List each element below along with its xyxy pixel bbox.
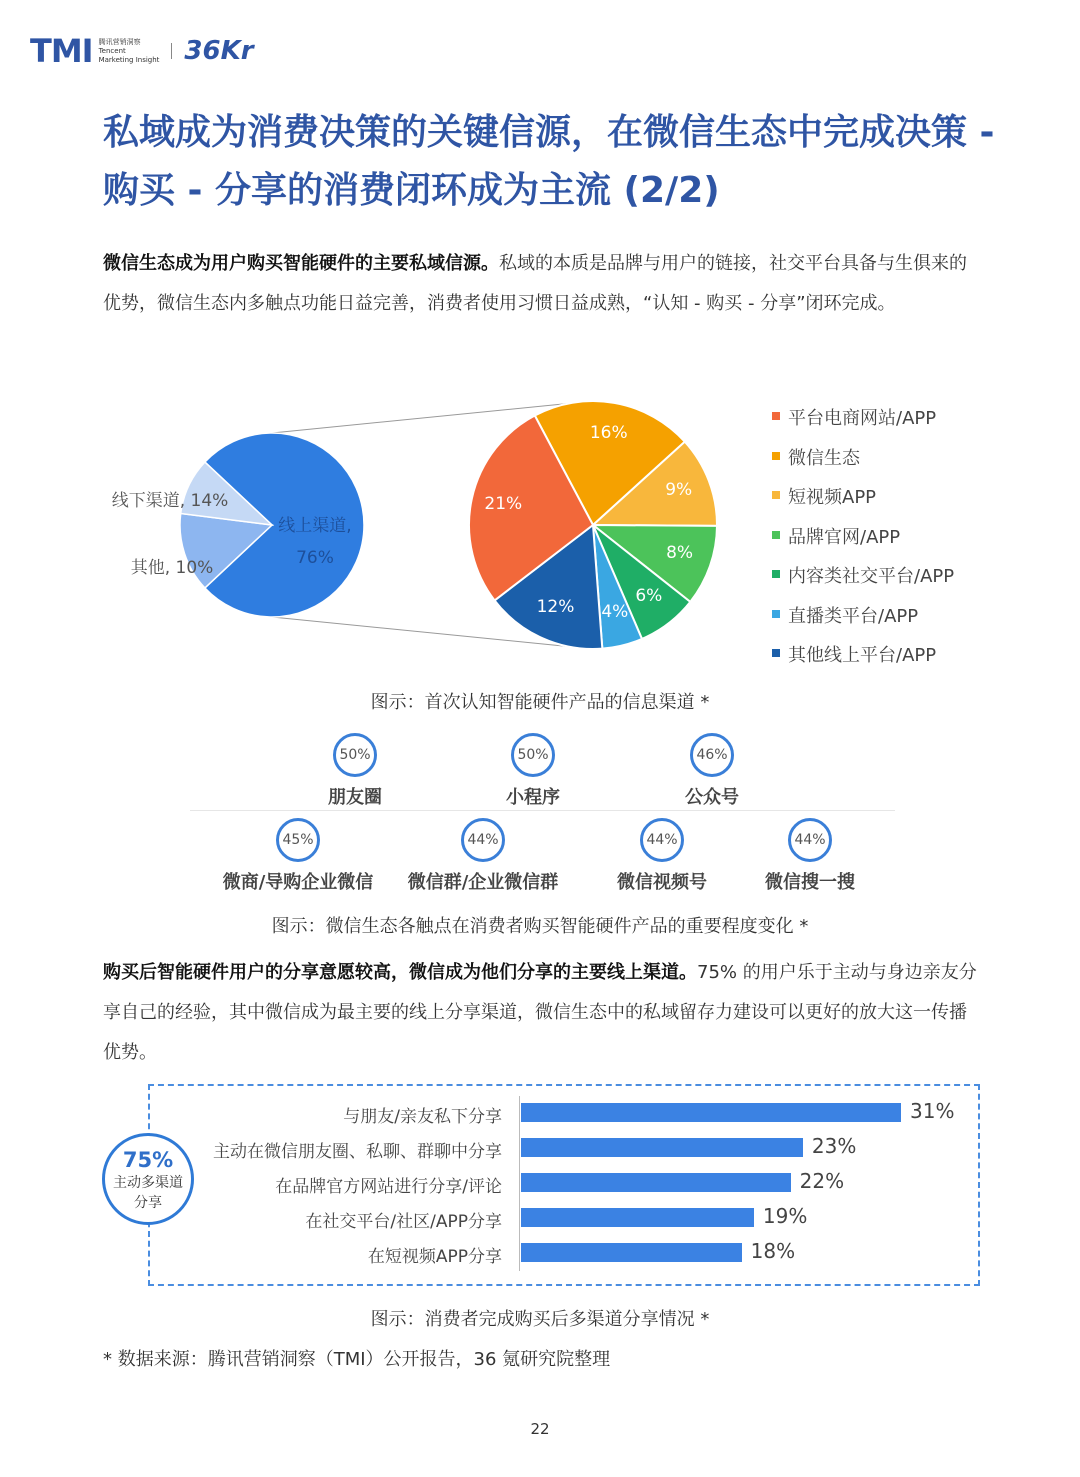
touchpoint-value: 44%	[788, 818, 832, 862]
bar	[521, 1243, 742, 1262]
touchpoint-item	[208, 818, 388, 894]
tmi-logo-text	[99, 38, 160, 65]
touchpoint-label: 微商/导购企业微信	[222, 872, 374, 893]
bar-value-label: 23%	[811, 1134, 857, 1158]
legend-swatch	[772, 452, 780, 460]
legend-label: 直播类平台/APP	[788, 605, 919, 627]
bar-caption: 图示：消费者完成购买后多渠道分享情况 *	[370, 1309, 710, 1330]
legend-item	[772, 562, 954, 602]
page-number: 22	[530, 1420, 550, 1438]
badge-label1: 主动多渠道	[113, 1175, 183, 1191]
badge-value: 75%	[122, 1148, 174, 1172]
bar-category-label: 与朋友/亲友私下分享	[343, 1107, 502, 1127]
share-text: 75% 的用户乐于主动与身边亲友分享自己的经验，其中微信成为最主要的线上分享渠道，微信生态中的私域留存力建设可以更好的放大这一传播优势。	[103, 962, 977, 1063]
legend-swatch	[772, 649, 780, 657]
legend-item	[772, 404, 954, 444]
tmi-logo: TMI	[30, 32, 93, 70]
touchpoint-value: 44%	[640, 818, 684, 862]
legend-item	[772, 641, 954, 681]
touchpoint-label: 微信视频号	[617, 872, 707, 893]
legend-label: 内容类社交平台/APP	[788, 566, 955, 587]
right-pie-value-label: 12%	[536, 596, 575, 617]
touchpoint-item	[393, 818, 573, 894]
touchpoint-label: 公众号	[685, 787, 739, 808]
legend-label: 其他线上平台/APP	[788, 645, 937, 666]
36kr-logo: 36Kr	[184, 36, 254, 66]
right-pie-value-label: 9%	[665, 480, 693, 501]
logo-divider	[171, 43, 172, 59]
page-title: 私域成为消费决策的关键信源，在微信生态中完成决策 - 购买 - 分享的消费闭环成为主流 (2/2)	[103, 112, 995, 211]
legend-label: 平台电商网站/APP	[788, 408, 937, 429]
legend-label: 品牌官网/APP	[788, 526, 901, 548]
pie-legend	[772, 404, 954, 681]
share-bold: 购买后智能硬件用户的分享意愿较高，微信成为他们分享的主要线上渠道。	[103, 962, 697, 983]
bar	[521, 1208, 754, 1227]
touchpoint-item	[265, 733, 445, 809]
bar-category-label: 在品牌官方网站进行分享/评论	[275, 1177, 502, 1197]
touchpoint-value: 46%	[690, 733, 734, 777]
right-pie-value-label: 21%	[484, 493, 523, 514]
bar-category-label: 在社交平台/社区/APP分享	[305, 1212, 502, 1232]
legend-swatch	[772, 412, 780, 420]
bar	[521, 1103, 901, 1122]
touchpoint-label: 微信群/企业微信群	[407, 872, 559, 893]
touchpoint-value: 45%	[276, 818, 320, 862]
legend-swatch	[772, 531, 780, 539]
intro-bold: 微信生态成为用户购买智能硬件的主要私域信源。	[103, 253, 499, 274]
touchpoint-item	[443, 733, 623, 809]
pie-caption: 图示：首次认知智能硬件产品的信息渠道 *	[370, 692, 710, 713]
touchpoint-label: 小程序	[506, 787, 560, 808]
bar	[521, 1138, 803, 1157]
left-pie-label-online: 线上渠道, 76%	[278, 516, 352, 568]
badge-label2: 分享	[134, 1195, 162, 1211]
bar-value-label: 18%	[750, 1239, 796, 1263]
legend-item	[772, 602, 954, 642]
touchpoint-label: 微信搜一搜	[765, 872, 855, 893]
touchpoint-value: 44%	[461, 818, 505, 862]
header-logos	[30, 32, 254, 70]
bar-category-label: 在短视频APP分享	[367, 1247, 502, 1267]
data-source: * 数据来源：腾讯营销洞察（TMI）公开报告，36 氪研究院整理	[103, 1349, 611, 1370]
legend-label: 短视频APP	[788, 487, 877, 508]
touchpoint-label: 朋友圈	[328, 787, 382, 808]
bar-value-label: 22%	[799, 1169, 845, 1193]
left-pie-label-offline: 线下渠道, 14%	[111, 491, 229, 511]
touchpoint-value: 50%	[333, 733, 377, 777]
legend-label: 微信生态	[788, 447, 860, 469]
tmi-en1: Tencent	[98, 46, 126, 55]
tmi-en2: Marketing Insight	[98, 55, 160, 64]
touchpoint-item	[622, 733, 802, 809]
touchpoint-value: 50%	[511, 733, 555, 777]
bar	[521, 1173, 791, 1192]
bar-category-label: 主动在微信朋友圈、私聊、群聊中分享	[213, 1142, 502, 1162]
right-pie-value-label: 8%	[666, 543, 694, 564]
touchpoint-divider	[190, 810, 895, 811]
intro-paragraph	[103, 244, 983, 324]
bar-value-label: 19%	[762, 1204, 808, 1228]
right-pie-value-label: 16%	[589, 422, 628, 443]
touchpoint-caption: 图示：微信生态各触点在消费者购买智能硬件产品的重要程度变化 *	[271, 916, 809, 937]
legend-swatch	[772, 610, 780, 618]
tmi-cn: 腾讯营销洞察	[98, 37, 141, 46]
legend-item	[772, 483, 954, 523]
share-badge	[102, 1133, 194, 1225]
legend-swatch	[772, 491, 780, 499]
share-paragraph	[103, 953, 983, 1073]
touchpoint-item	[720, 818, 900, 894]
left-pie-label-other: 其他, 10%	[130, 558, 214, 578]
legend-item	[772, 523, 954, 563]
legend-item	[772, 444, 954, 484]
intro-text: 私域的本质是品牌与用户的链接，社交平台具备与生俱来的优势，微信生态内多触点功能日益完善，消费者使用习惯日益成熟，“认知 - 购买 - 分享”闭环完成。	[103, 253, 967, 314]
right-pie-value-label: 4%	[601, 602, 629, 623]
legend-swatch	[772, 570, 780, 578]
bar-axis	[519, 1096, 520, 1271]
right-pie-value-label: 6%	[635, 585, 663, 606]
bar-value-label: 31%	[910, 1099, 955, 1123]
